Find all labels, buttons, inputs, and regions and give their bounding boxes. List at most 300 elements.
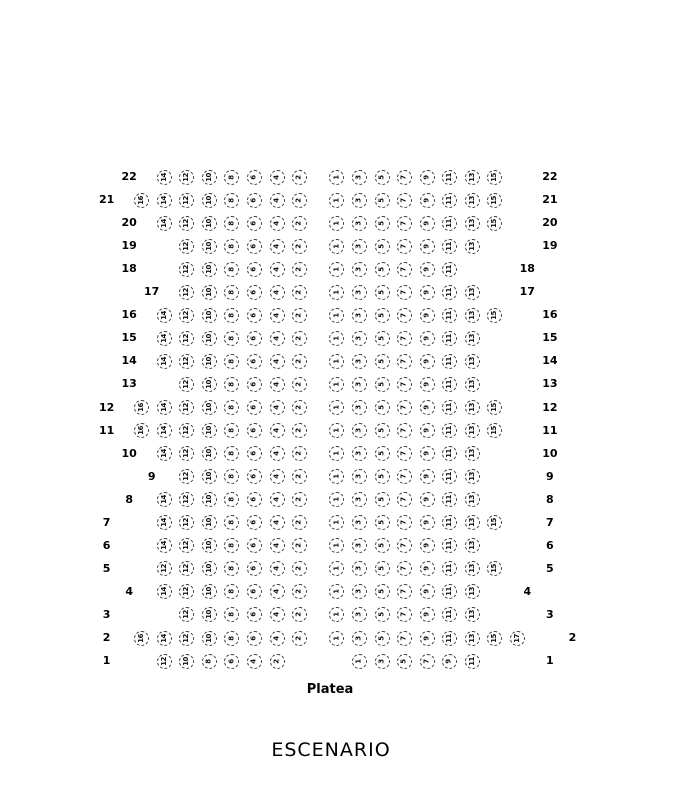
seat[interactable] — [375, 308, 390, 323]
seat[interactable] — [179, 354, 194, 369]
seat[interactable] — [224, 561, 239, 576]
seat[interactable] — [224, 331, 239, 346]
seat[interactable] — [179, 607, 194, 622]
seat[interactable] — [329, 584, 344, 599]
seat[interactable] — [179, 193, 194, 208]
seat[interactable] — [202, 216, 217, 231]
seat[interactable] — [270, 492, 285, 507]
seat[interactable] — [329, 631, 344, 646]
seat[interactable] — [157, 216, 172, 231]
seat[interactable] — [397, 354, 412, 369]
seat[interactable] — [465, 331, 480, 346]
seat[interactable] — [157, 654, 172, 669]
seat[interactable] — [397, 239, 412, 254]
seat[interactable] — [179, 170, 194, 185]
seat[interactable] — [224, 262, 239, 277]
seat[interactable] — [375, 423, 390, 438]
seat[interactable] — [292, 631, 307, 646]
seat[interactable] — [270, 538, 285, 553]
seat[interactable] — [420, 423, 435, 438]
seat[interactable] — [202, 331, 217, 346]
seat[interactable] — [442, 584, 457, 599]
seat[interactable] — [224, 170, 239, 185]
seat[interactable] — [329, 377, 344, 392]
seat[interactable] — [352, 170, 367, 185]
seat[interactable] — [329, 354, 344, 369]
seat[interactable] — [292, 193, 307, 208]
seat[interactable] — [202, 607, 217, 622]
seat[interactable] — [247, 331, 262, 346]
seat[interactable] — [442, 492, 457, 507]
seat[interactable] — [352, 515, 367, 530]
seat[interactable] — [375, 285, 390, 300]
seat[interactable] — [420, 400, 435, 415]
seat[interactable] — [202, 308, 217, 323]
seat[interactable] — [375, 170, 390, 185]
seat[interactable] — [442, 654, 457, 669]
seat[interactable] — [442, 446, 457, 461]
seat[interactable] — [270, 631, 285, 646]
seat[interactable] — [465, 193, 480, 208]
seat[interactable] — [247, 492, 262, 507]
seat[interactable] — [270, 285, 285, 300]
seat[interactable] — [465, 446, 480, 461]
seat[interactable] — [329, 469, 344, 484]
seat[interactable] — [352, 331, 367, 346]
seat[interactable] — [247, 538, 262, 553]
seat[interactable] — [329, 538, 344, 553]
seat[interactable] — [375, 446, 390, 461]
seat[interactable] — [202, 584, 217, 599]
seat[interactable] — [487, 170, 502, 185]
seat[interactable] — [329, 331, 344, 346]
seat[interactable] — [487, 193, 502, 208]
seat[interactable] — [247, 239, 262, 254]
seat[interactable] — [487, 423, 502, 438]
seat[interactable] — [329, 285, 344, 300]
seat[interactable] — [157, 423, 172, 438]
seat[interactable] — [397, 423, 412, 438]
seat[interactable] — [352, 262, 367, 277]
seat[interactable] — [270, 561, 285, 576]
seat[interactable] — [329, 607, 344, 622]
seat[interactable] — [224, 193, 239, 208]
seat[interactable] — [202, 400, 217, 415]
seat[interactable] — [352, 423, 367, 438]
seat[interactable] — [397, 469, 412, 484]
seat[interactable] — [270, 193, 285, 208]
seat[interactable] — [487, 308, 502, 323]
seat[interactable] — [329, 515, 344, 530]
seat[interactable] — [375, 492, 390, 507]
seat[interactable] — [465, 423, 480, 438]
seat[interactable] — [442, 400, 457, 415]
seat[interactable] — [202, 170, 217, 185]
seat[interactable] — [329, 262, 344, 277]
seat[interactable] — [179, 561, 194, 576]
seat[interactable] — [224, 515, 239, 530]
seat[interactable] — [465, 631, 480, 646]
seat[interactable] — [465, 654, 480, 669]
seat[interactable] — [292, 538, 307, 553]
seat[interactable] — [292, 354, 307, 369]
seat[interactable] — [420, 170, 435, 185]
seat[interactable] — [420, 607, 435, 622]
seat[interactable] — [397, 515, 412, 530]
seat[interactable] — [270, 216, 285, 231]
seat[interactable] — [420, 492, 435, 507]
seat[interactable] — [270, 607, 285, 622]
seat[interactable] — [442, 607, 457, 622]
seat[interactable] — [352, 354, 367, 369]
seat[interactable] — [292, 400, 307, 415]
seat[interactable] — [329, 308, 344, 323]
seat[interactable] — [352, 607, 367, 622]
seat[interactable] — [157, 170, 172, 185]
seat[interactable] — [375, 469, 390, 484]
seat[interactable] — [397, 377, 412, 392]
seat[interactable] — [465, 354, 480, 369]
seat[interactable] — [352, 492, 367, 507]
seat[interactable] — [179, 239, 194, 254]
seat[interactable] — [157, 515, 172, 530]
seat[interactable] — [465, 400, 480, 415]
seat[interactable] — [375, 538, 390, 553]
seat[interactable] — [487, 216, 502, 231]
seat[interactable] — [397, 285, 412, 300]
seat[interactable] — [247, 469, 262, 484]
seat[interactable] — [157, 446, 172, 461]
seat[interactable] — [270, 377, 285, 392]
seat[interactable] — [224, 216, 239, 231]
seat[interactable] — [202, 469, 217, 484]
seat[interactable] — [420, 538, 435, 553]
seat[interactable] — [442, 354, 457, 369]
seat[interactable] — [510, 631, 525, 646]
seat[interactable] — [292, 331, 307, 346]
seat[interactable] — [420, 584, 435, 599]
seat[interactable] — [465, 538, 480, 553]
seat[interactable] — [329, 216, 344, 231]
seat[interactable] — [292, 308, 307, 323]
seat[interactable] — [247, 423, 262, 438]
seat[interactable] — [202, 354, 217, 369]
seat[interactable] — [465, 561, 480, 576]
seat[interactable] — [224, 239, 239, 254]
seat[interactable] — [157, 308, 172, 323]
seat[interactable] — [179, 216, 194, 231]
seat[interactable] — [397, 170, 412, 185]
seat[interactable] — [270, 584, 285, 599]
seat[interactable] — [247, 631, 262, 646]
seat[interactable] — [352, 469, 367, 484]
seat[interactable] — [397, 631, 412, 646]
seat[interactable] — [134, 631, 149, 646]
seat[interactable] — [247, 285, 262, 300]
seat[interactable] — [420, 561, 435, 576]
seat[interactable] — [292, 469, 307, 484]
seat[interactable] — [397, 538, 412, 553]
seat[interactable] — [247, 193, 262, 208]
seat[interactable] — [397, 262, 412, 277]
seat[interactable] — [292, 423, 307, 438]
seat[interactable] — [442, 170, 457, 185]
seat[interactable] — [224, 285, 239, 300]
seat[interactable] — [179, 285, 194, 300]
seat[interactable] — [202, 446, 217, 461]
seat[interactable] — [375, 239, 390, 254]
seat[interactable] — [270, 446, 285, 461]
seat[interactable] — [179, 262, 194, 277]
seat[interactable] — [397, 607, 412, 622]
seat[interactable] — [224, 400, 239, 415]
seat[interactable] — [292, 285, 307, 300]
seat[interactable] — [202, 423, 217, 438]
seat[interactable] — [329, 492, 344, 507]
seat[interactable] — [442, 193, 457, 208]
seat[interactable] — [247, 446, 262, 461]
seat[interactable] — [224, 354, 239, 369]
seat[interactable] — [179, 492, 194, 507]
seat[interactable] — [270, 469, 285, 484]
seat[interactable] — [179, 515, 194, 530]
seat[interactable] — [465, 469, 480, 484]
seat[interactable] — [442, 423, 457, 438]
seat[interactable] — [420, 193, 435, 208]
seat[interactable] — [329, 423, 344, 438]
seat[interactable] — [202, 515, 217, 530]
seat[interactable] — [134, 193, 149, 208]
seat[interactable] — [465, 308, 480, 323]
seat[interactable] — [397, 216, 412, 231]
seat[interactable] — [202, 239, 217, 254]
seat[interactable] — [270, 654, 285, 669]
seat[interactable] — [292, 216, 307, 231]
seat[interactable] — [420, 216, 435, 231]
seat[interactable] — [202, 193, 217, 208]
seat[interactable] — [420, 239, 435, 254]
seat[interactable] — [179, 308, 194, 323]
seat[interactable] — [179, 538, 194, 553]
seat[interactable] — [442, 285, 457, 300]
seat[interactable] — [352, 193, 367, 208]
seat[interactable] — [397, 561, 412, 576]
seat[interactable] — [179, 584, 194, 599]
seat[interactable] — [202, 262, 217, 277]
seat[interactable] — [179, 446, 194, 461]
seat[interactable] — [179, 377, 194, 392]
seat[interactable] — [329, 400, 344, 415]
seat[interactable] — [157, 354, 172, 369]
seat[interactable] — [292, 262, 307, 277]
seat[interactable] — [202, 654, 217, 669]
seat[interactable] — [270, 400, 285, 415]
seat[interactable] — [270, 170, 285, 185]
seat[interactable] — [202, 285, 217, 300]
seat[interactable] — [352, 538, 367, 553]
seat[interactable] — [224, 584, 239, 599]
seat[interactable] — [157, 331, 172, 346]
seat[interactable] — [247, 377, 262, 392]
seat[interactable] — [202, 492, 217, 507]
seat[interactable] — [224, 631, 239, 646]
seat[interactable] — [465, 584, 480, 599]
seat[interactable] — [442, 538, 457, 553]
seat[interactable] — [420, 285, 435, 300]
seat[interactable] — [352, 308, 367, 323]
seat[interactable] — [247, 170, 262, 185]
seat[interactable] — [224, 423, 239, 438]
seat[interactable] — [202, 538, 217, 553]
seat[interactable] — [157, 492, 172, 507]
seat[interactable] — [465, 216, 480, 231]
seat[interactable] — [247, 308, 262, 323]
seat[interactable] — [292, 239, 307, 254]
seat[interactable] — [224, 538, 239, 553]
seat[interactable] — [442, 262, 457, 277]
seat[interactable] — [375, 262, 390, 277]
seat[interactable] — [352, 631, 367, 646]
seat[interactable] — [329, 446, 344, 461]
seat[interactable] — [224, 446, 239, 461]
seat[interactable] — [292, 515, 307, 530]
seat[interactable] — [442, 239, 457, 254]
seat[interactable] — [397, 492, 412, 507]
seat[interactable] — [247, 354, 262, 369]
seat[interactable] — [465, 239, 480, 254]
seat[interactable] — [292, 170, 307, 185]
seat[interactable] — [420, 515, 435, 530]
seat[interactable] — [157, 193, 172, 208]
seat[interactable] — [397, 446, 412, 461]
seat[interactable] — [247, 584, 262, 599]
seat[interactable] — [179, 423, 194, 438]
seat[interactable] — [352, 377, 367, 392]
seat[interactable] — [247, 654, 262, 669]
seat[interactable] — [224, 492, 239, 507]
seat[interactable] — [465, 515, 480, 530]
seat[interactable] — [247, 400, 262, 415]
seat[interactable] — [329, 193, 344, 208]
seat[interactable] — [420, 631, 435, 646]
seat[interactable] — [442, 631, 457, 646]
seat[interactable] — [397, 584, 412, 599]
seat[interactable] — [157, 400, 172, 415]
seat[interactable] — [292, 561, 307, 576]
seat[interactable] — [157, 538, 172, 553]
seat[interactable] — [134, 423, 149, 438]
seat[interactable] — [352, 561, 367, 576]
seat[interactable] — [134, 400, 149, 415]
seat[interactable] — [375, 216, 390, 231]
seat[interactable] — [247, 262, 262, 277]
seat[interactable] — [442, 216, 457, 231]
seat[interactable] — [224, 607, 239, 622]
seat[interactable] — [397, 331, 412, 346]
seat[interactable] — [442, 469, 457, 484]
seat[interactable] — [397, 308, 412, 323]
seat[interactable] — [157, 631, 172, 646]
seat[interactable] — [157, 584, 172, 599]
seat[interactable] — [375, 377, 390, 392]
seat[interactable] — [375, 193, 390, 208]
seat[interactable] — [202, 377, 217, 392]
seat[interactable] — [352, 239, 367, 254]
seat[interactable] — [375, 631, 390, 646]
seat[interactable] — [375, 607, 390, 622]
seat[interactable] — [179, 631, 194, 646]
seat[interactable] — [224, 469, 239, 484]
seat[interactable] — [179, 331, 194, 346]
seat[interactable] — [442, 331, 457, 346]
seat[interactable] — [487, 631, 502, 646]
seat[interactable] — [202, 561, 217, 576]
seat[interactable] — [352, 446, 367, 461]
seat[interactable] — [292, 607, 307, 622]
seat[interactable] — [157, 561, 172, 576]
seat[interactable] — [270, 262, 285, 277]
seat[interactable] — [352, 400, 367, 415]
seat[interactable] — [352, 216, 367, 231]
seat[interactable] — [179, 654, 194, 669]
seat[interactable] — [247, 216, 262, 231]
seat[interactable] — [329, 239, 344, 254]
seat[interactable] — [292, 492, 307, 507]
seat[interactable] — [247, 561, 262, 576]
seat[interactable] — [420, 331, 435, 346]
seat[interactable] — [420, 446, 435, 461]
seat[interactable] — [465, 492, 480, 507]
seat[interactable] — [375, 654, 390, 669]
seat[interactable] — [329, 561, 344, 576]
seat[interactable] — [352, 654, 367, 669]
seat[interactable] — [397, 193, 412, 208]
seat[interactable] — [270, 354, 285, 369]
seat[interactable] — [420, 308, 435, 323]
seat[interactable] — [397, 654, 412, 669]
seat[interactable] — [487, 400, 502, 415]
seat[interactable] — [442, 561, 457, 576]
seat[interactable] — [270, 331, 285, 346]
seat[interactable] — [465, 607, 480, 622]
seat[interactable] — [397, 400, 412, 415]
seat[interactable] — [375, 400, 390, 415]
seat[interactable] — [352, 285, 367, 300]
seat[interactable] — [224, 377, 239, 392]
seat[interactable] — [375, 331, 390, 346]
seat[interactable] — [420, 354, 435, 369]
seat[interactable] — [179, 469, 194, 484]
seat[interactable] — [224, 308, 239, 323]
seat[interactable] — [329, 170, 344, 185]
seat[interactable] — [352, 584, 367, 599]
seat[interactable] — [375, 561, 390, 576]
seat[interactable] — [465, 285, 480, 300]
seat[interactable] — [179, 400, 194, 415]
seat[interactable] — [465, 377, 480, 392]
seat[interactable] — [375, 515, 390, 530]
seat[interactable] — [420, 469, 435, 484]
seat[interactable] — [465, 170, 480, 185]
seat[interactable] — [270, 423, 285, 438]
seat[interactable] — [270, 239, 285, 254]
seat[interactable] — [270, 515, 285, 530]
seat[interactable] — [442, 377, 457, 392]
seat[interactable] — [375, 584, 390, 599]
seat[interactable] — [442, 515, 457, 530]
seat[interactable] — [292, 377, 307, 392]
seat[interactable] — [420, 377, 435, 392]
